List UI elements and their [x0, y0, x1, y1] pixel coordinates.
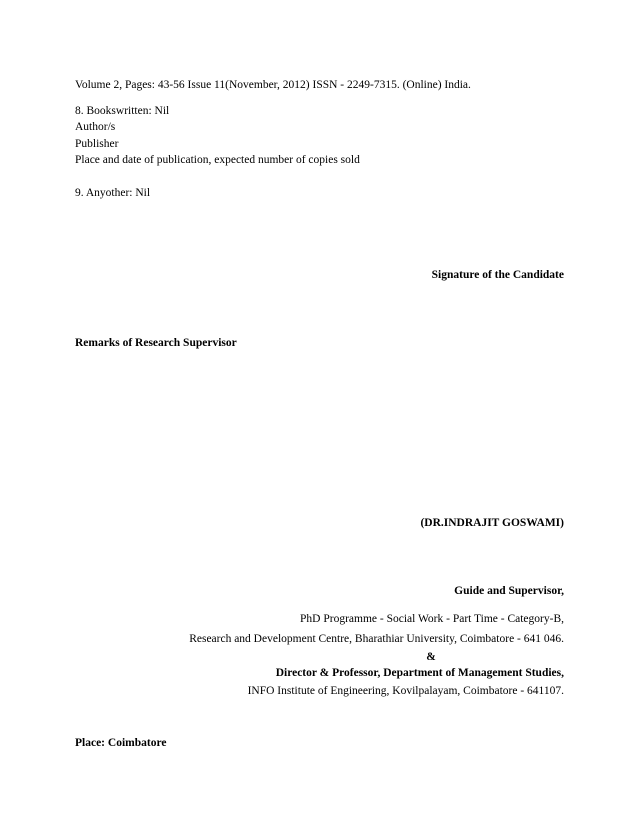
- supervisor-programme: PhD Programme - Social Work - Part Time - Category-B,: [300, 613, 564, 625]
- place-line: Place: Coimbatore: [75, 737, 167, 749]
- supervisor-ampersand: &: [426, 651, 436, 663]
- candidate-signature-label: Signature of the Candidate: [431, 269, 564, 281]
- supervisor-name: (DR.INDRAJIT GOSWAMI): [420, 517, 564, 529]
- any-other-line: 9. Anyother: Nil: [75, 187, 151, 199]
- books-place-date-label: Place and date of publication, expected number of copies sold: [75, 154, 360, 166]
- supervisor-role: Guide and Supervisor,: [454, 585, 564, 597]
- books-written-heading: 8. Bookswritten: Nil: [75, 105, 170, 117]
- books-publisher-label: Publisher: [75, 138, 119, 150]
- supervisor-centre: Research and Development Centre, Bharathiar University, Coimbatore - 641 046.: [189, 633, 564, 645]
- books-authors-label: Author/s: [75, 121, 116, 133]
- supervisor-institute: INFO Institute of Engineering, Kovilpalayam, Coimbatore - 641107.: [247, 685, 564, 697]
- remarks-heading: Remarks of Research Supervisor: [75, 337, 237, 349]
- supervisor-designation: Director & Professor, Department of Management Studies,: [275, 667, 564, 679]
- publication-volume-line: Volume 2, Pages: 43-56 Issue 11(November, 2012) ISSN - 2249-7315. (Online) India.: [75, 79, 471, 91]
